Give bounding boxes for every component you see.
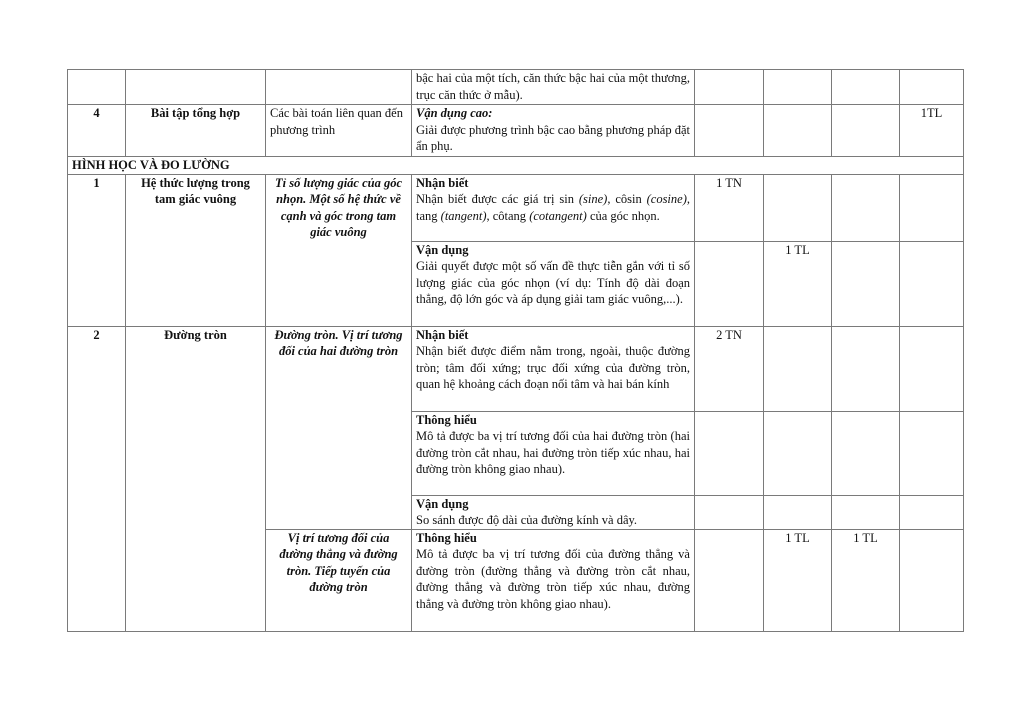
topic-cell bbox=[126, 326, 266, 631]
level-label: Nhận biết bbox=[416, 327, 469, 342]
topic-text: Đường tròn bbox=[164, 327, 227, 342]
mark-cell-1 bbox=[695, 105, 764, 157]
description-part: của góc nhọn. bbox=[586, 208, 660, 223]
description-text: Nhận biết được điểm nằm trong, ngoài, thuộc đường tròn; tâm đối xứng; trục đối xứng của đường tròn, quan hệ khoảng cách đoạn nối tâm và hai bán kính bbox=[416, 344, 690, 391]
term-cotangent: (cotangent) bbox=[529, 208, 587, 223]
mark-cell-4 bbox=[900, 241, 964, 326]
no-text: 2 bbox=[93, 327, 100, 342]
mark-cell-2 bbox=[764, 105, 832, 157]
content-text: Vị trí tương đối của đường thẳng và đường tròn. Tiếp tuyến của đường tròn bbox=[279, 530, 398, 594]
no-cell bbox=[68, 70, 126, 105]
description-cell bbox=[412, 326, 695, 411]
level-label: Thông hiểu bbox=[416, 412, 477, 427]
section-row bbox=[68, 157, 964, 175]
table-row bbox=[68, 174, 964, 241]
topic-text: Bài tập tổng hợp bbox=[150, 106, 241, 120]
description-part: Nhận biết được các giá trị sin bbox=[416, 192, 579, 206]
table-row bbox=[68, 70, 964, 105]
level-label: Nhận biết bbox=[416, 175, 469, 190]
content-cell bbox=[266, 326, 412, 529]
no-cell bbox=[68, 326, 126, 631]
description-cell bbox=[412, 241, 695, 326]
topic-cell bbox=[126, 174, 266, 326]
content-cell bbox=[266, 105, 412, 157]
table-row bbox=[68, 326, 964, 411]
term-sine: (sine) bbox=[578, 192, 608, 206]
description-text: Giải được phương trình bậc cao bằng phương pháp đặt ẩn phụ. bbox=[416, 122, 690, 153]
mark-text: 2 TN bbox=[716, 327, 742, 342]
mark-text: 1 TL bbox=[785, 530, 810, 545]
no-text: 4 bbox=[93, 106, 100, 120]
no-cell bbox=[68, 105, 126, 157]
level-label: Thông hiểu bbox=[416, 530, 477, 545]
mark-cell-3 bbox=[832, 174, 900, 241]
description-cell bbox=[412, 411, 695, 495]
mark-cell-4 bbox=[900, 411, 964, 495]
mark-cell-4 bbox=[900, 70, 964, 105]
description-text bbox=[416, 192, 690, 223]
topic-cell bbox=[126, 70, 266, 105]
mark-text: 1TL bbox=[920, 106, 943, 120]
content-text: Đường tròn. Vị trí tương đối của hai đường tròn bbox=[274, 327, 403, 358]
term-cosine: (cosine) bbox=[646, 192, 687, 206]
mark-text: 1 TL bbox=[785, 242, 810, 257]
mark-cell-3 bbox=[832, 70, 900, 105]
level-label: Vận dụng bbox=[416, 242, 469, 257]
spec-matrix-table bbox=[67, 69, 964, 632]
term-tangent: (tangent) bbox=[440, 208, 487, 223]
mark-cell-4 bbox=[900, 529, 964, 631]
table-row bbox=[68, 105, 964, 157]
mark-cell-3 bbox=[832, 105, 900, 157]
content-cell bbox=[266, 174, 412, 326]
mark-cell-4 bbox=[900, 495, 964, 529]
mark-cell-4 bbox=[900, 105, 964, 157]
mark-cell-1 bbox=[695, 326, 764, 411]
level-label: Vận dụng bbox=[416, 496, 469, 511]
topic-cell bbox=[126, 105, 266, 157]
mark-text: 1 TL bbox=[853, 530, 878, 545]
description-cell bbox=[412, 70, 695, 105]
mark-cell-2 bbox=[764, 174, 832, 241]
description-part: , tang bbox=[416, 192, 690, 223]
description-text: So sánh được độ dài của đường kính và dây. bbox=[416, 513, 638, 527]
mark-cell-3 bbox=[832, 241, 900, 326]
description-part: , côsin bbox=[607, 192, 647, 206]
description-part: , côtang bbox=[486, 208, 530, 223]
mark-cell-1 bbox=[695, 241, 764, 326]
mark-cell-1 bbox=[695, 70, 764, 105]
content-cell bbox=[266, 529, 412, 631]
content-text: Tỉ số lượng giác của góc nhọn. Một số hệ thức về cạnh và góc trong tam giác vuông bbox=[274, 175, 403, 239]
description-cell bbox=[412, 105, 695, 157]
description-cell bbox=[412, 495, 695, 529]
no-text: 1 bbox=[93, 175, 100, 190]
mark-cell-3 bbox=[832, 529, 900, 631]
content-cell bbox=[266, 70, 412, 105]
content-text: Các bài toán liên quan đến phương trình bbox=[270, 106, 403, 137]
mark-cell-2 bbox=[764, 326, 832, 411]
description-text: bậc hai của một tích, căn thức bậc hai của một thương, trục căn thức ở mẫu). bbox=[416, 71, 690, 102]
mark-cell-4 bbox=[900, 174, 964, 241]
mark-cell-2 bbox=[764, 529, 832, 631]
description-text: Giải quyết được một số vấn đề thực tiễn gắn với tỉ số lượng giác của góc nhọn (ví dụ: Tính độ dài đoạn thẳng, độ lớn góc và áp dụng giải tam giác vuông,...). bbox=[416, 259, 690, 306]
mark-cell-2 bbox=[764, 495, 832, 529]
description-cell bbox=[412, 174, 695, 241]
description-text: Mô tả được ba vị trí tương đối của hai đường tròn (hai đường tròn cắt nhau, hai đường tròn tiếp xúc nhau, hai đường tròn không giao nhau). bbox=[416, 429, 690, 476]
mark-cell-3 bbox=[832, 495, 900, 529]
mark-cell-3 bbox=[832, 326, 900, 411]
mark-cell-2 bbox=[764, 241, 832, 326]
mark-text: 1 TN bbox=[716, 175, 742, 190]
mark-cell-2 bbox=[764, 411, 832, 495]
mark-cell-2 bbox=[764, 70, 832, 105]
mark-cell-3 bbox=[832, 411, 900, 495]
mark-cell-1 bbox=[695, 529, 764, 631]
mark-cell-1 bbox=[695, 411, 764, 495]
description-cell bbox=[412, 529, 695, 631]
description-text: Mô tả được ba vị trí tương đối của đường thẳng và đường tròn (đường thẳng và đường tròn cắt nhau, đường thẳng và đường tròn tiếp xúc nhau, đường thẳng và đường tròn không giao nhau). bbox=[416, 547, 690, 611]
mark-cell-4 bbox=[900, 326, 964, 411]
topic-text: Hệ thức lượng trong tam giác vuông bbox=[141, 175, 250, 206]
mark-cell-1 bbox=[695, 174, 764, 241]
section-title: HÌNH HỌC VÀ ĐO LƯỜNG bbox=[68, 157, 964, 175]
level-label: Vận dụng cao: bbox=[416, 106, 493, 120]
mark-cell-1 bbox=[695, 495, 764, 529]
no-cell bbox=[68, 174, 126, 326]
